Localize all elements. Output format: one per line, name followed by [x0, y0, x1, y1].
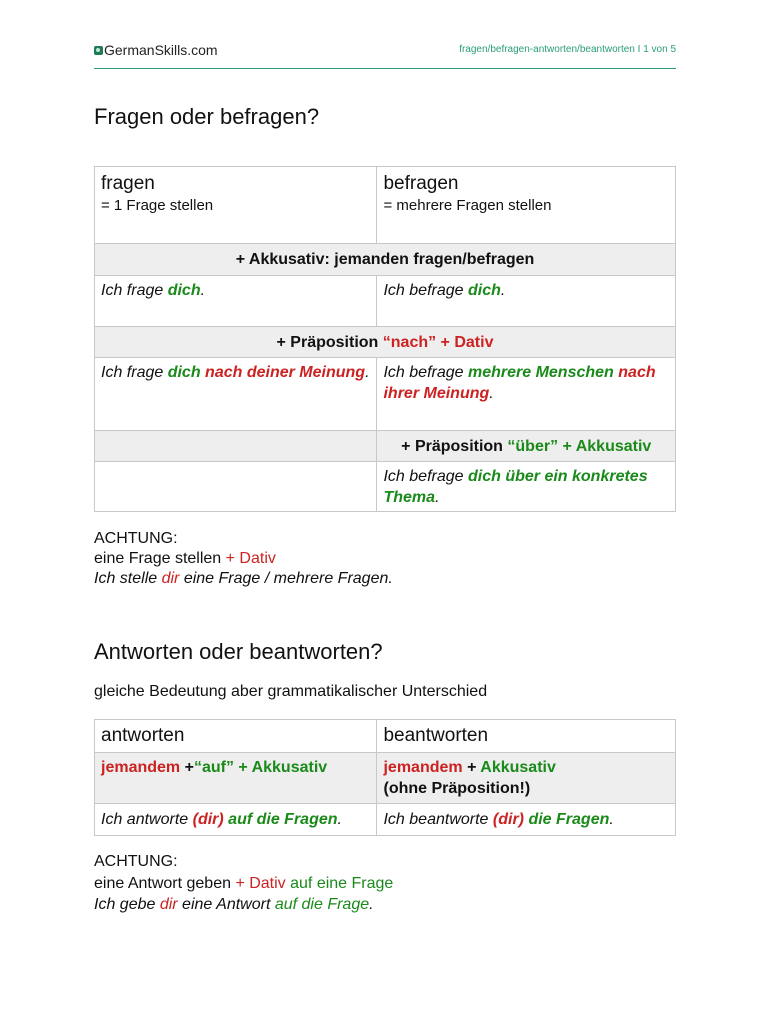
text-accusative: Akkusativ — [480, 759, 556, 776]
text-dative: + Dativ — [436, 333, 494, 351]
text-dative: nach ihrer Meinung — [383, 364, 656, 402]
text-plain: Ich antworte — [101, 811, 193, 828]
section2-title: Antworten oder beantworten? — [94, 639, 383, 664]
text-accusative: auf die Fragen — [228, 811, 338, 828]
text-plain: . — [489, 385, 494, 402]
col-subheading: = 1 Frage stellen — [101, 197, 214, 214]
text-accusative: “über” — [507, 437, 559, 455]
site-logo[interactable] — [94, 42, 218, 58]
text-plain: (ohne Präposition!) — [383, 780, 531, 797]
note-label: ACHTUNG: — [94, 530, 178, 547]
text-plain: Ich frage — [101, 364, 168, 381]
rule-cell — [95, 753, 377, 804]
text-accusative: mehrere Menschen — [467, 364, 614, 381]
band-heading — [95, 327, 676, 358]
col-heading: beantworten — [377, 720, 676, 753]
text-accusative: + Akkusativ — [233, 759, 328, 776]
table-row — [95, 462, 676, 512]
text-plain: . — [369, 896, 374, 913]
antworten-table — [94, 719, 676, 836]
text-dative: jemandem — [101, 759, 181, 776]
text-dative: jemandem — [383, 759, 463, 776]
text-accusative: dich — [167, 282, 201, 299]
table-cell — [95, 167, 377, 244]
text-accusative: auf die Frage — [274, 896, 370, 913]
note-label: ACHTUNG: — [94, 853, 178, 870]
note-example — [94, 569, 393, 589]
example-cell — [95, 358, 377, 431]
page-header — [94, 42, 676, 69]
table-row — [95, 244, 676, 276]
text-plain: eine Frage / mehrere Fragen. — [179, 570, 393, 587]
note-line — [94, 874, 393, 894]
text-accusative: “auf” — [193, 759, 234, 776]
band-heading — [377, 431, 676, 462]
table-row — [95, 720, 676, 753]
text-plain: . — [365, 364, 370, 381]
table-cell — [377, 167, 676, 244]
text-accusative: + Akkusativ — [558, 437, 652, 455]
text-plain: eine Antwort — [177, 896, 275, 913]
text-dative: dir — [159, 896, 178, 913]
note-line — [94, 549, 276, 569]
text-plain: + — [180, 759, 194, 776]
text-accusative: die Fragen — [528, 811, 610, 828]
logo-text: GermanSkills.com — [104, 42, 218, 58]
text-dative: dir — [161, 570, 180, 587]
text-plain: Ich beantworte — [383, 811, 493, 828]
section2-intro: gleiche Bedeutung aber grammatikalischer Unterschied — [94, 683, 488, 700]
text-plain: . — [200, 282, 206, 299]
text-accusative: dich — [467, 282, 501, 299]
example-cell — [95, 276, 377, 327]
example-cell — [377, 462, 676, 512]
table-row — [95, 327, 676, 358]
example-cell — [377, 276, 676, 327]
text-accusative: dich über ein konkretes Thema — [383, 468, 648, 506]
text-dative: (dir) — [492, 811, 524, 828]
example-cell — [95, 804, 377, 836]
col-heading: antworten — [95, 720, 377, 753]
text-plain: . — [609, 811, 614, 828]
text-dative: (dir) — [192, 811, 224, 828]
table-row — [95, 167, 676, 244]
fragen-table — [94, 166, 676, 512]
text-plain: Ich stelle — [94, 570, 162, 587]
text-plain: + Präposition — [276, 333, 383, 351]
text-accusative: dich — [167, 364, 201, 381]
example-cell — [377, 358, 676, 431]
text-plain: Ich befrage — [383, 364, 468, 381]
text-plain: Ich gebe — [94, 896, 160, 913]
empty-cell — [95, 462, 377, 512]
text-dative: + Dativ — [225, 550, 276, 567]
note-example — [94, 895, 374, 915]
text-plain: eine Frage stellen — [94, 550, 226, 567]
table-row — [95, 276, 676, 327]
text-plain: + Präposition — [401, 437, 508, 455]
col-subheading: = mehrere Fragen stellen — [383, 197, 552, 214]
band-heading: + Akkusativ: jemanden fragen/befragen — [95, 244, 676, 276]
section1-title: Fragen oder befragen? — [94, 104, 320, 129]
table-row — [95, 431, 676, 462]
example-cell — [377, 804, 676, 836]
text-dative: + Dativ — [235, 875, 286, 892]
table-row — [95, 804, 676, 836]
table-row — [95, 753, 676, 804]
text-plain: + — [462, 759, 481, 776]
col-heading: befragen — [383, 173, 459, 194]
rule-cell — [377, 753, 676, 804]
text-dative: nach deiner Meinung — [205, 364, 366, 381]
text-plain: eine Antwort geben — [94, 875, 236, 892]
text-plain: Ich befrage — [383, 282, 468, 299]
logo-icon — [94, 46, 103, 55]
col-heading: fragen — [101, 173, 155, 194]
text-accusative: auf eine Frage — [285, 875, 394, 892]
text-plain: . — [337, 811, 342, 828]
empty-cell — [95, 431, 377, 462]
table-row — [95, 358, 676, 431]
text-plain: Ich frage — [101, 282, 168, 299]
text-plain: Ich befrage — [383, 468, 468, 485]
text-dative: “nach” — [382, 333, 437, 351]
breadcrumb: fragen/befragen-antworten/beantworten I 1 von 5 — [459, 44, 676, 55]
text-plain: . — [435, 489, 440, 506]
text-plain: . — [500, 282, 506, 299]
